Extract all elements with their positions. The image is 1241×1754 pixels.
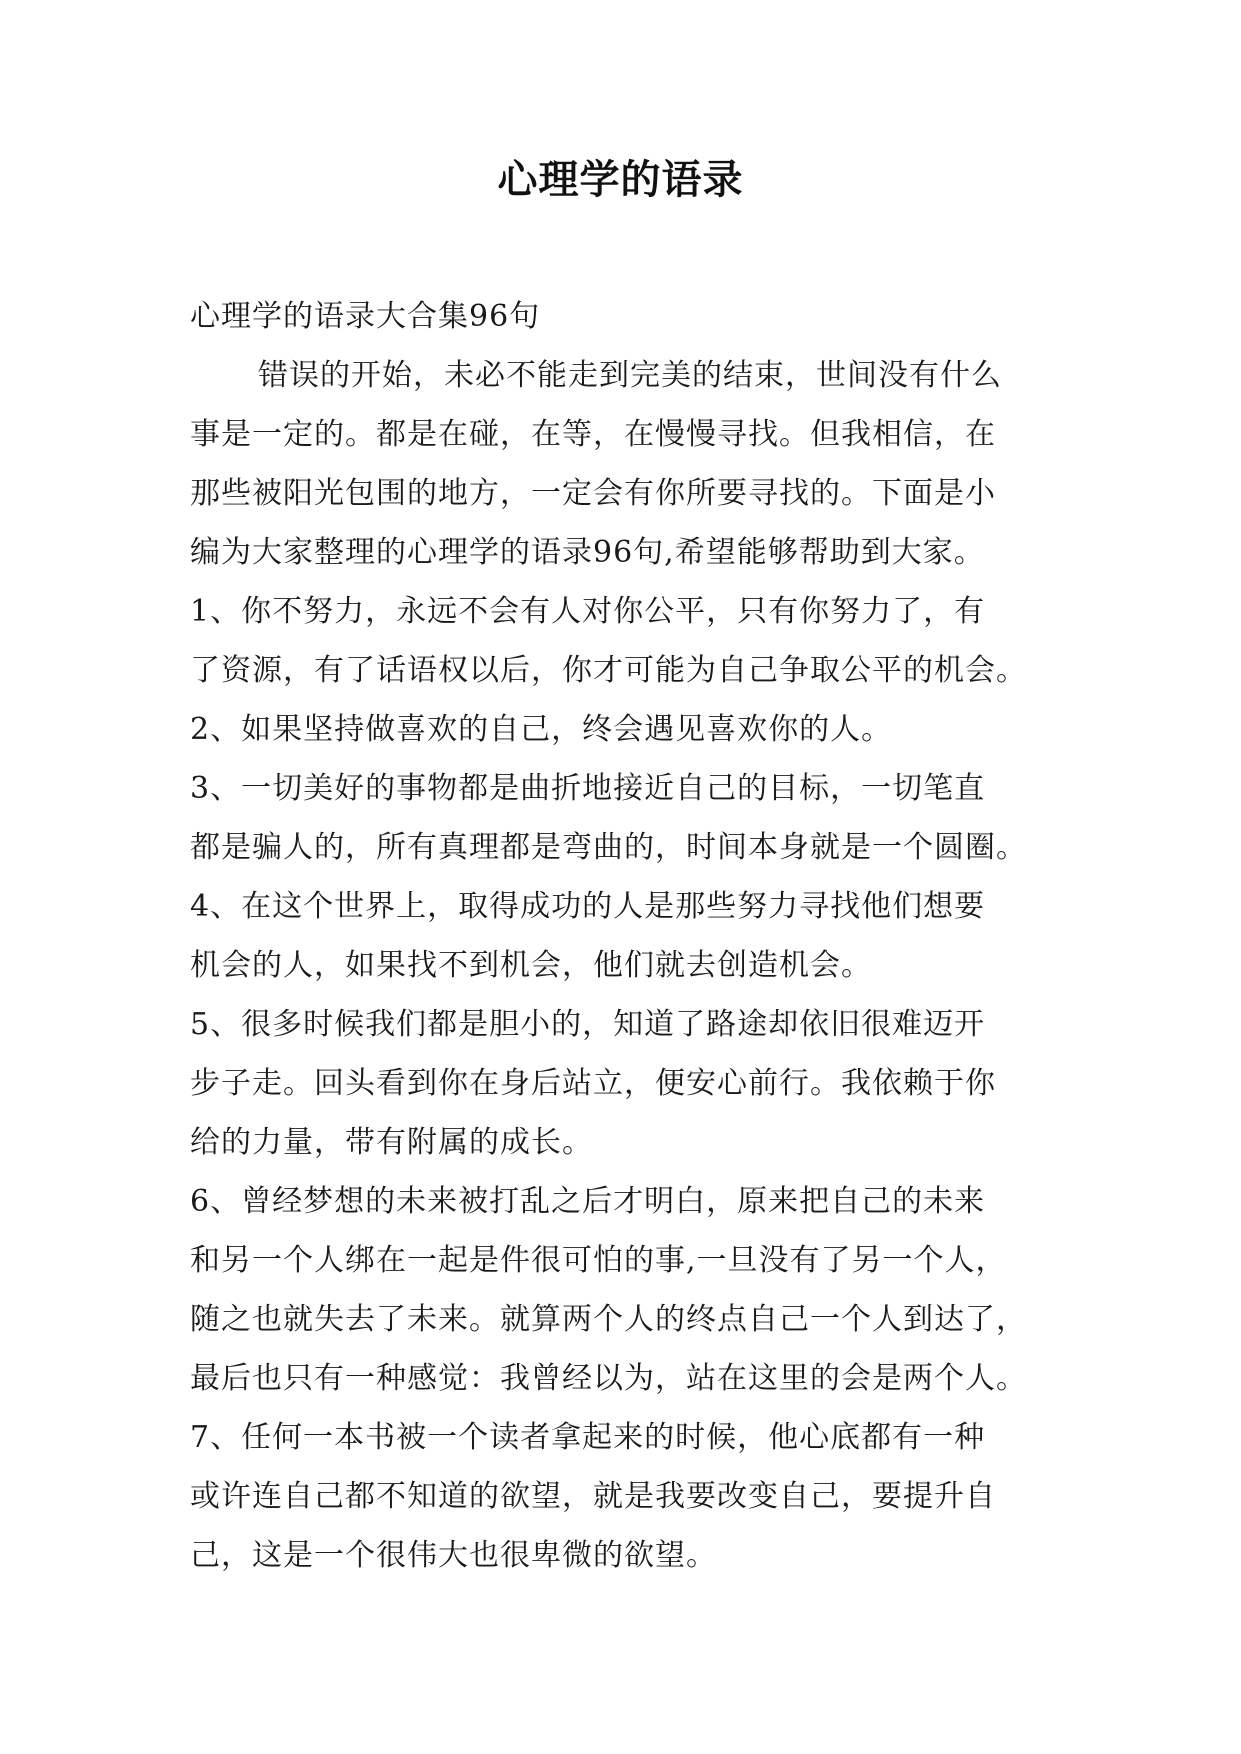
text-line: 1、你不努力，永远不会有人对你公平，只有你努力了，有 (190, 594, 986, 629)
text-line: 和另一个人绑在一起是件很可怕的事,一旦没有了另一个人， (190, 1243, 1007, 1278)
text-line: 步子走。回头看到你在身后站立，便安心前行。我依赖于你 (190, 1066, 996, 1101)
text-line: 给的力量，带有附属的成长。 (190, 1125, 593, 1160)
document-body (190, 287, 1070, 1585)
text-line: 心理学的语录大合集96句 (190, 299, 541, 334)
text-line: 最后也只有一种感觉：我曾经以为，站在这里的会是两个人。 (190, 1361, 1027, 1396)
text-line: 2、如果坚持做喜欢的自己，终会遇见喜欢你的人。 (190, 712, 893, 747)
text-line: 错误的开始，未必不能走到完美的结束，世间没有什么 (258, 358, 1002, 393)
text-line: 6、曾经梦想的未来被打乱之后才明白，原来把自己的未来 (190, 1184, 986, 1219)
text-line: 3、一切美好的事物都是曲折地接近自己的目标，一切笔直 (190, 771, 986, 806)
text-line: 随之也就失去了未来。就算两个人的终点自己一个人到达了， (190, 1302, 1027, 1337)
text-line: 都是骗人的，所有真理都是弯曲的，时间本身就是一个圆圈。 (190, 830, 1027, 865)
text-line: 编为大家整理的心理学的语录96句,希望能够帮助到大家。 (190, 535, 985, 570)
text-line: 了资源，有了话语权以后，你才可能为自己争取公平的机会。 (190, 653, 1027, 688)
document-title: 心理学的语录 (497, 156, 744, 203)
text-line: 4、在这个世界上，取得成功的人是那些努力寻找他们想要 (190, 889, 986, 924)
text-line: 或许连自己都不知道的欲望，就是我要改变自己，要提升自 (190, 1479, 996, 1514)
text-line: 事是一定的。都是在碰，在等，在慢慢寻找。但我相信，在 (190, 417, 996, 452)
text-line: 7、任何一本书被一个读者拿起来的时候，他心底都有一种 (190, 1420, 986, 1455)
text-line: 那些被阳光包围的地方，一定会有你所要寻找的。下面是小 (190, 476, 996, 511)
text-line: 机会的人，如果找不到机会，他们就去创造机会。 (190, 948, 872, 983)
text-line: 5、很多时候我们都是胆小的，知道了路途却依旧很难迈开 (190, 1007, 986, 1042)
text-line: 己，这是一个很伟大也很卑微的欲望。 (190, 1538, 717, 1573)
